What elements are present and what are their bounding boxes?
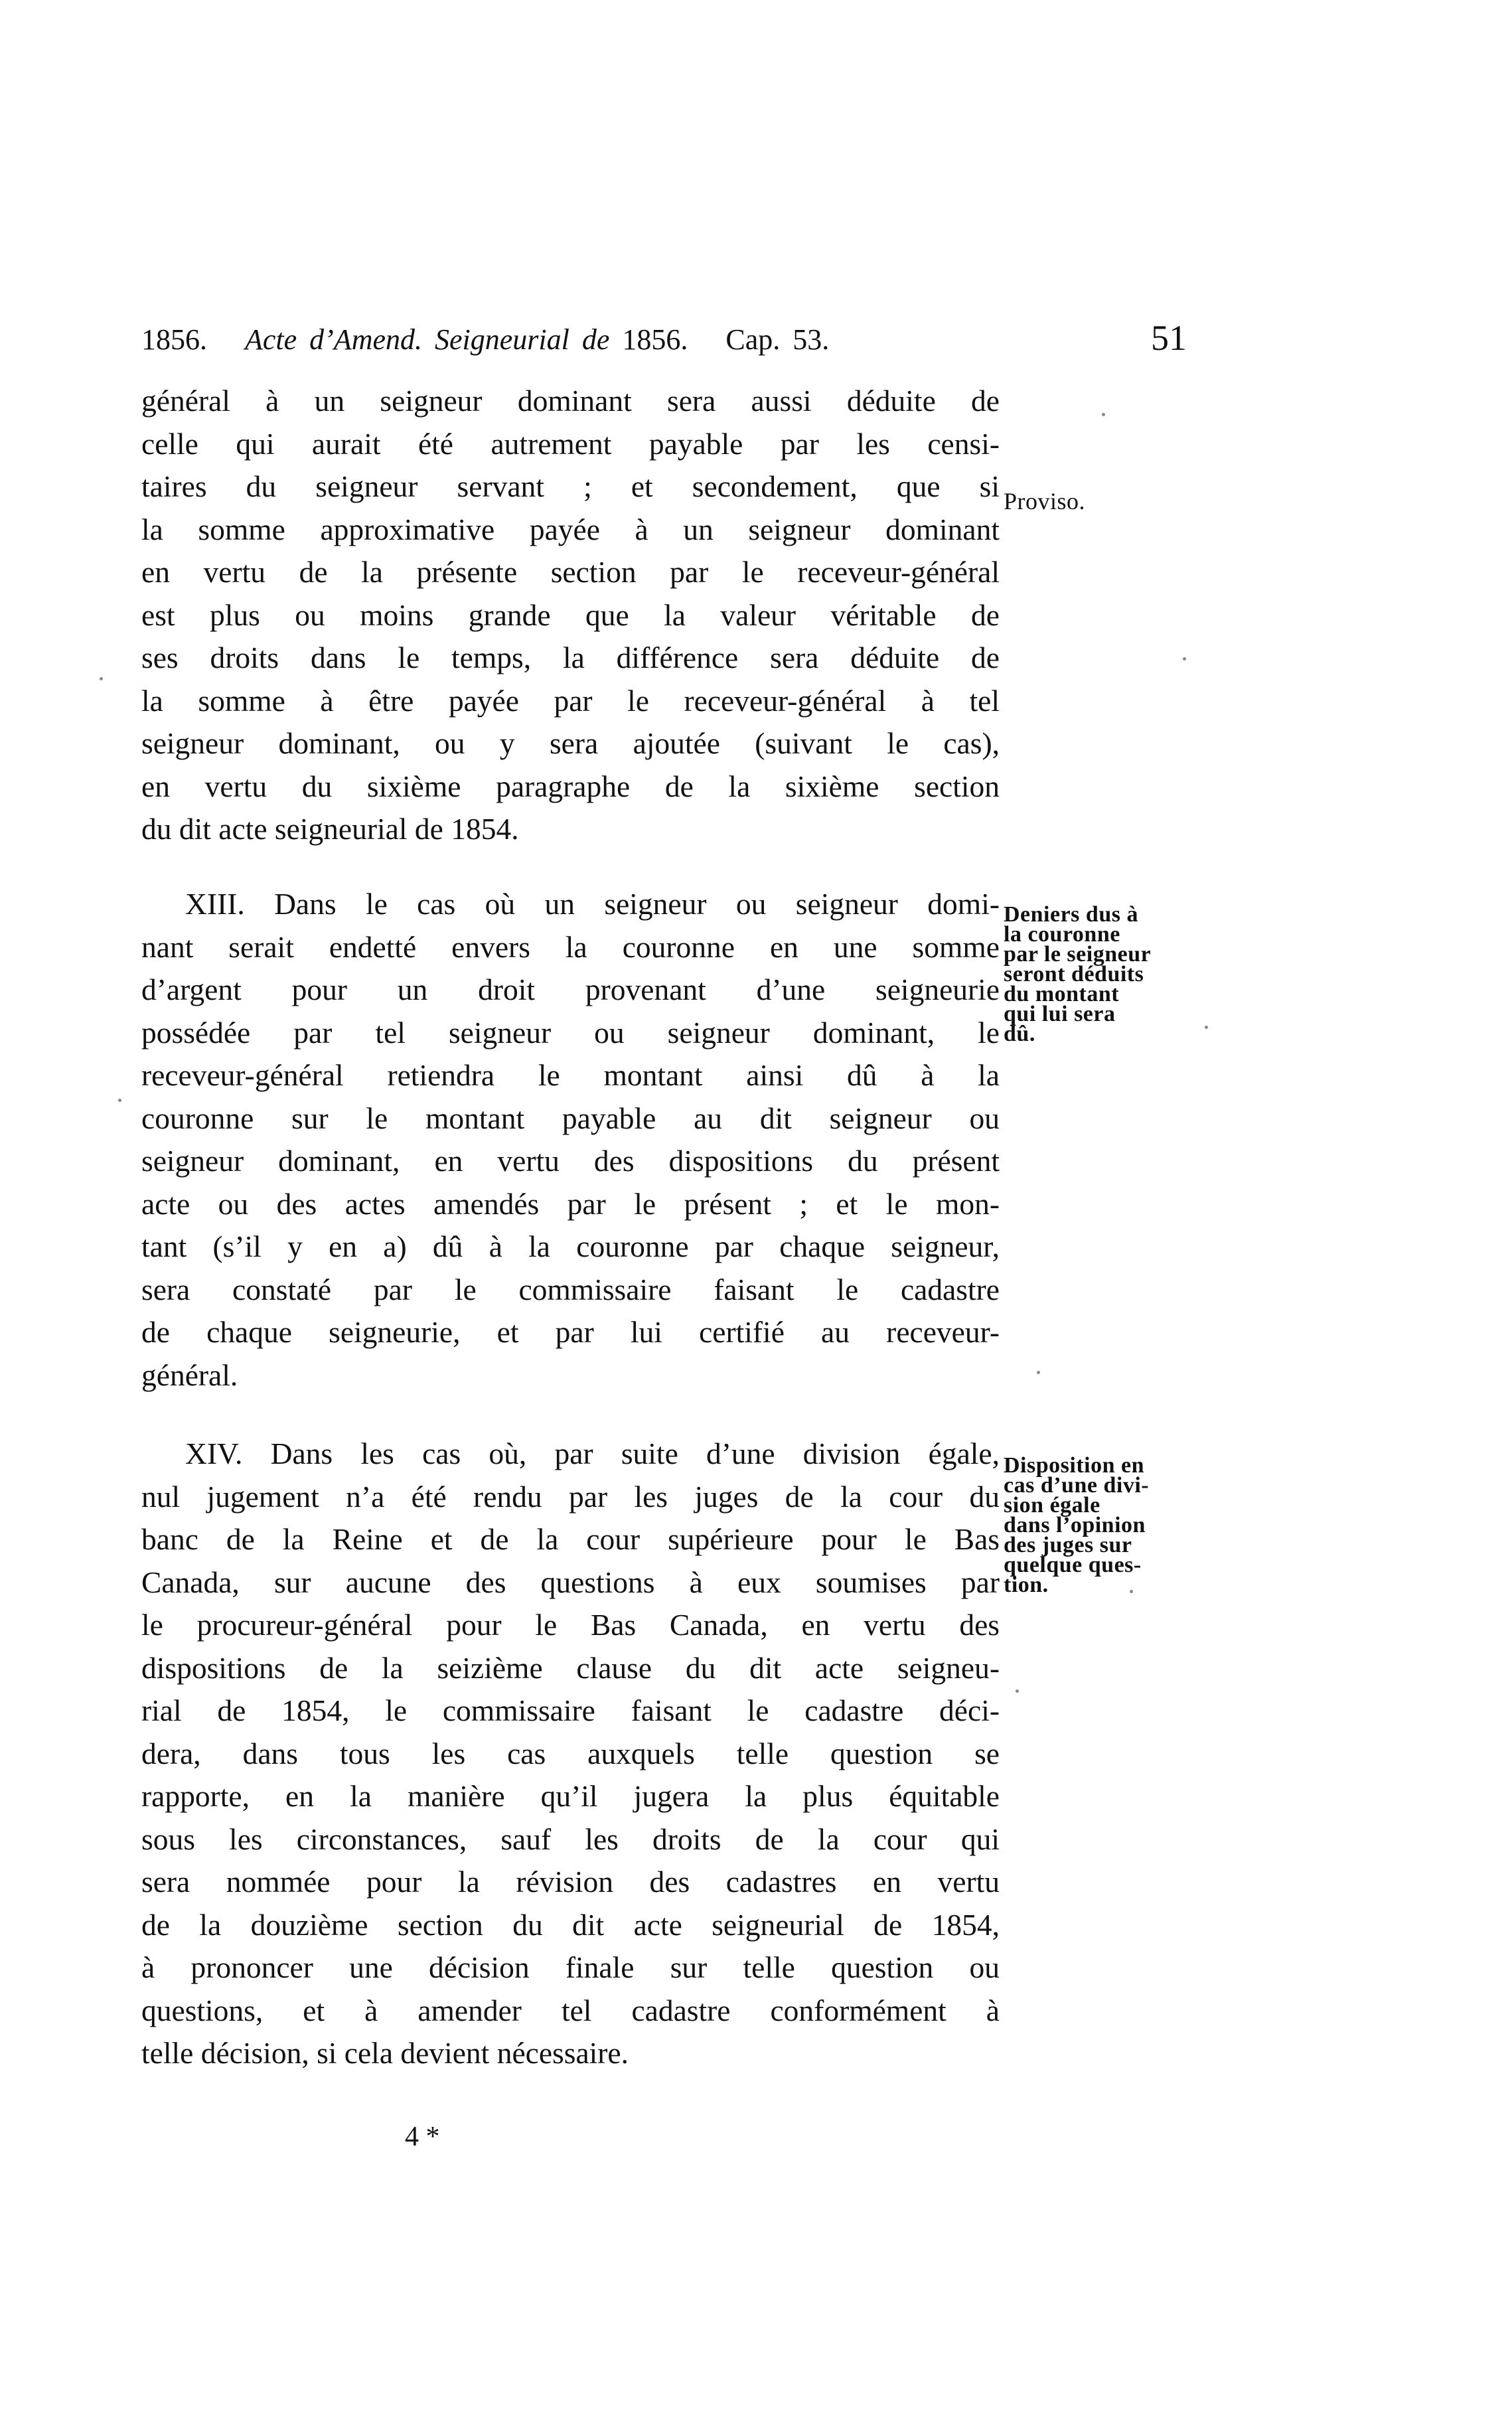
margin-note-line: par le seigneur xyxy=(1004,942,1152,967)
speck-mark xyxy=(1130,1590,1133,1593)
text-line: du dit acte seigneurial de 1854. xyxy=(141,812,519,846)
text-line: général. xyxy=(141,1358,238,1392)
margin-note-line: cas d’une divi- xyxy=(1004,1473,1150,1498)
margin-note-line: du montant xyxy=(1004,982,1120,1006)
text-line: celle qui aurait été autrement payable par les censi- xyxy=(141,426,1000,461)
header-year: 1856. xyxy=(141,323,207,356)
text-line: couronne sur le montant payable au dit seigneur ou xyxy=(141,1101,1000,1135)
margin-note-deniers xyxy=(1004,902,1196,1046)
text-line: seigneur dominant, en vertu des dispositions du présent xyxy=(141,1144,1000,1178)
header-chapter: Cap. 53. xyxy=(725,323,830,356)
text-line: Canada, sur aucune des questions à eux soumises par xyxy=(141,1565,1000,1599)
margin-note-line: quelque ques- xyxy=(1004,1553,1142,1577)
text-line: sera nommée pour la révision des cadastres en vertu xyxy=(141,1865,1000,1899)
text-line: en vertu de la présente section par le receveur-général xyxy=(141,555,1000,589)
speck-mark xyxy=(118,1099,121,1102)
speck-mark xyxy=(1037,1371,1040,1374)
text-line: en vertu du sixième paragraphe de la sixième section xyxy=(141,769,1000,803)
text-line: dispositions de la seizième clause du dit acte seigneu- xyxy=(141,1650,1000,1685)
text-line: sera constaté par le commissaire faisant le cadastre xyxy=(141,1272,1000,1306)
text-line: rial de 1854, le commissaire faisant le cadastre déci- xyxy=(141,1693,1000,1727)
text-line: telle décision, si cela devient nécessaire. xyxy=(141,2036,629,2070)
running-header xyxy=(141,317,1187,364)
speck-mark xyxy=(1183,657,1186,661)
text-line: ses droits dans le temps, la différence sera déduite de xyxy=(141,641,1000,674)
text-line: seigneur dominant, ou y sera ajoutée (suivant le cas), xyxy=(141,726,1000,760)
text-line: nul jugement n’a été rendu par les juges de la cour du xyxy=(141,1479,1000,1514)
text-line: général à un seigneur dominant sera aussi déduite de xyxy=(141,384,1000,418)
text-line: de la douzième section du dit acte seigneurial de 1854, xyxy=(141,1907,1000,1942)
speck-mark xyxy=(1102,413,1105,416)
text-line: de chaque seigneurie, et par lui certifié au receveur- xyxy=(141,1315,1000,1349)
text-line: rapporte, en la manière qu’il jugera la plus équitable xyxy=(141,1779,1000,1813)
section-xiv xyxy=(141,1433,1000,2075)
speck-mark xyxy=(100,677,103,680)
paragraph-continuation xyxy=(141,380,1000,851)
margin-note-disposition xyxy=(1004,1453,1196,1597)
text-line: est plus ou moins grande que la valeur véritable de xyxy=(141,597,1000,632)
text-line: d’argent pour un droit provenant d’une seigneurie xyxy=(141,973,1000,1006)
text-line: dera, dans tous les cas auxquels telle question se xyxy=(141,1736,1000,1770)
text-line: le procureur-général pour le Bas Canada, en vertu des xyxy=(141,1608,1000,1642)
text-line: possédée par tel seigneur ou seigneur dominant, le xyxy=(141,1015,1000,1050)
header-title-year: 1856. xyxy=(622,323,688,356)
text-line: nant serait endetté envers la couronne en une somme xyxy=(141,929,1000,964)
header-title: Acte d’Amend. Seigneurial de xyxy=(245,323,610,356)
section-xiii xyxy=(141,883,1000,1397)
speck-mark xyxy=(1205,1026,1208,1029)
margin-note-line: des juges sur xyxy=(1004,1533,1132,1557)
margin-note-line: Disposition en xyxy=(1004,1453,1144,1478)
text-line: tant (s’il y en a) dû à la couronne par chaque seigneur, xyxy=(141,1229,1000,1263)
margin-note-line: dans l’opinion xyxy=(1004,1513,1146,1537)
margin-note-line: sion égale xyxy=(1004,1493,1100,1518)
margin-note-line: qui lui sera xyxy=(1004,1002,1116,1026)
speck-mark xyxy=(1016,1689,1019,1693)
margin-note-line: Proviso. xyxy=(1004,488,1086,514)
running-title xyxy=(141,323,829,356)
margin-note-line: tion. xyxy=(1004,1573,1049,1597)
text-line: sous les circonstances, sauf les droits de la cour qui xyxy=(141,1822,1000,1856)
text-line: banc de la Reine et de la cour supérieure pour le Bas xyxy=(141,1522,1000,1556)
text-line: XIII. Dans le cas où un seigneur ou seigneur domi- xyxy=(185,887,1000,921)
text-line: questions, et à amender tel cadastre conformément à xyxy=(141,1993,1000,2027)
margin-note-line: Deniers dus à xyxy=(1004,902,1138,927)
text-line: XIV. Dans les cas où, par suite d’une division égale, xyxy=(185,1437,1000,1470)
text-line: à prononcer une décision finale sur telle question ou xyxy=(141,1950,1000,1984)
margin-note-line: la couronne xyxy=(1004,922,1120,947)
margin-note-line: seront déduits xyxy=(1004,962,1144,986)
margin-note-line: dû. xyxy=(1004,1022,1035,1046)
text-line: taires du seigneur servant ; et secondement, que si xyxy=(141,469,1000,503)
text-line: acte ou des actes amendés par le présent ; et le mon- xyxy=(141,1186,1000,1221)
margin-note-proviso xyxy=(1004,488,1196,514)
page-number: 51 xyxy=(1151,318,1187,358)
text-line: la somme à être payée par le receveur-général à tel xyxy=(141,683,1000,718)
text-line: la somme approximative payée à un seigneur dominant xyxy=(141,512,1000,546)
signature-mark: 4 * xyxy=(405,2122,440,2152)
text-line: receveur-général retiendra le montant ainsi dû à la xyxy=(141,1058,1000,1092)
